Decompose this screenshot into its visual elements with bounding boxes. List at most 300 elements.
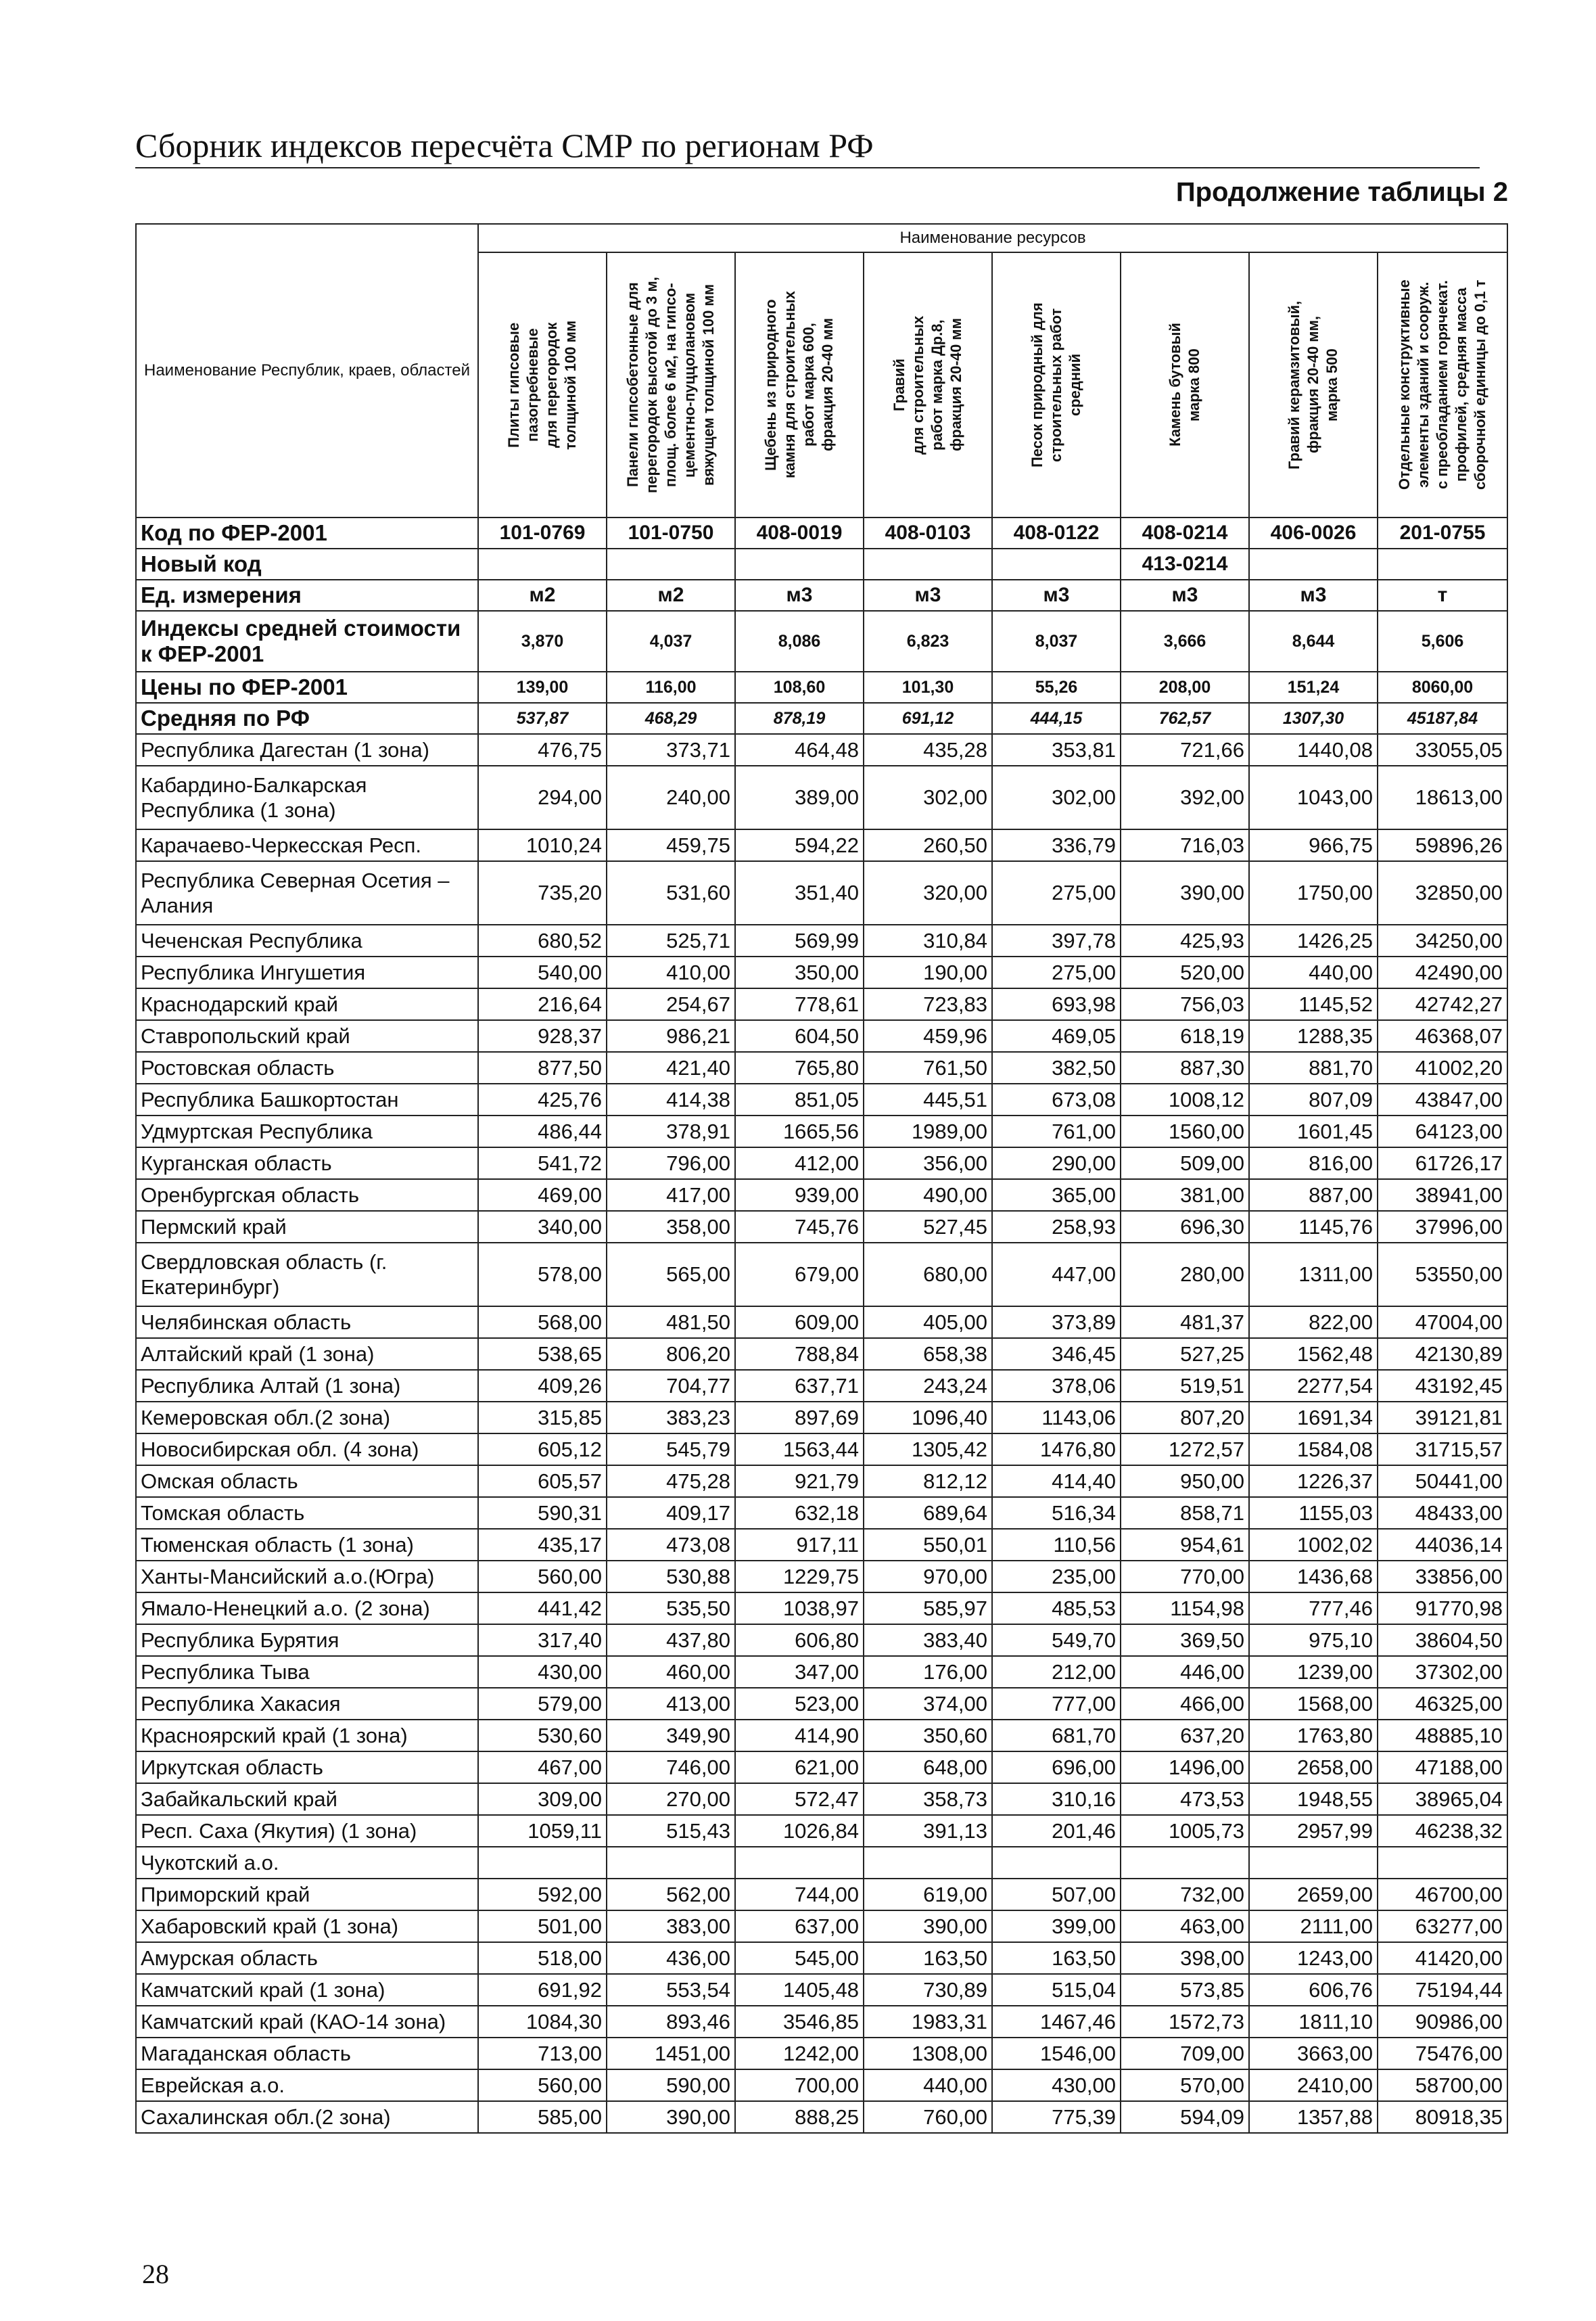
table-cell: 858,71	[1121, 1497, 1249, 1529]
table-cell: 346,45	[992, 1338, 1121, 1370]
table-cell: 1572,73	[1121, 2006, 1249, 2038]
table-cell: м3	[1249, 580, 1378, 611]
table-cell: 778,61	[735, 988, 864, 1020]
table-row	[136, 829, 1507, 861]
table-cell: 585,00	[478, 2101, 607, 2133]
table-cell: 541,72	[478, 1147, 607, 1179]
table-cell: 723,83	[864, 988, 992, 1020]
region-name: Республика Тыва	[136, 1656, 478, 1688]
table-cell: 3546,85	[735, 2006, 864, 2038]
table-cell: 560,00	[478, 1561, 607, 1592]
table-cell: 46238,32	[1378, 1815, 1507, 1847]
table-cell: 605,57	[478, 1465, 607, 1497]
table-cell: 928,37	[478, 1020, 607, 1052]
table-cell: 437,80	[607, 1624, 735, 1656]
table-cell: 31715,57	[1378, 1433, 1507, 1465]
table-cell: 275,00	[992, 861, 1121, 925]
table-row	[136, 1847, 1507, 1879]
table-cell: 309,00	[478, 1783, 607, 1815]
table-cell: 8,037	[992, 611, 1121, 672]
table-cell: 101-0750	[607, 518, 735, 549]
table-cell: 382,50	[992, 1052, 1121, 1084]
region-name: Еврейская а.о.	[136, 2069, 478, 2101]
table-cell: 1272,57	[1121, 1433, 1249, 1465]
table-cell: 460,00	[607, 1656, 735, 1688]
table-cell: 216,64	[478, 988, 607, 1020]
table-cell: 53550,00	[1378, 1243, 1507, 1306]
table-cell: 4,037	[607, 611, 735, 672]
table-cell: 887,30	[1121, 1052, 1249, 1084]
table-cell: 1476,80	[992, 1433, 1121, 1465]
table-cell: 516,34	[992, 1497, 1121, 1529]
table-cell: 1026,84	[735, 1815, 864, 1847]
table-cell: 336,79	[992, 829, 1121, 861]
table-row	[136, 1910, 1507, 1942]
table-cell: 430,00	[992, 2069, 1121, 2101]
table-row	[136, 1084, 1507, 1116]
table-cell: 540,00	[478, 957, 607, 988]
table-cell: 90986,00	[1378, 2006, 1507, 2038]
table-cell: 485,53	[992, 1592, 1121, 1624]
table-cell: 1467,46	[992, 2006, 1121, 2038]
table-cell: 1750,00	[1249, 861, 1378, 925]
table-row	[136, 1402, 1507, 1433]
table-cell: 1084,30	[478, 2006, 607, 2038]
table-cell: 1665,56	[735, 1116, 864, 1147]
table-cell: 110,56	[992, 1529, 1121, 1561]
table-cell: 310,16	[992, 1783, 1121, 1815]
region-column-header: Наименование Республик, краев, областей	[136, 224, 478, 518]
table-cell: 6,823	[864, 611, 992, 672]
table-cell: 658,38	[864, 1338, 992, 1370]
table-row	[136, 734, 1507, 766]
table-cell: 816,00	[1249, 1147, 1378, 1179]
table-row	[136, 1497, 1507, 1529]
table-row	[136, 1783, 1507, 1815]
table-cell: 80918,35	[1378, 2101, 1507, 2133]
table-cell: 473,53	[1121, 1783, 1249, 1815]
fer-price-row	[136, 672, 1507, 703]
table-cell: 775,39	[992, 2101, 1121, 2133]
table-row	[136, 1338, 1507, 1370]
unit-row	[136, 580, 1507, 611]
table-cell: 317,40	[478, 1624, 607, 1656]
table-cell: 570,00	[1121, 2069, 1249, 2101]
table-cell: 693,98	[992, 988, 1121, 1020]
table-cell: 807,20	[1121, 1402, 1249, 1433]
table-cell: 765,80	[735, 1052, 864, 1084]
table-cell: 163,50	[864, 1942, 992, 1974]
table-cell	[607, 1847, 735, 1879]
table-cell: 530,88	[607, 1561, 735, 1592]
table-cell: 632,18	[735, 1497, 864, 1529]
table-cell: 358,73	[864, 1783, 992, 1815]
table-cell: 163,50	[992, 1942, 1121, 1974]
table-cell: 441,42	[478, 1592, 607, 1624]
region-name: Свердловская область (г. Екатеринбург)	[136, 1243, 478, 1306]
table-cell: 619,00	[864, 1879, 992, 1910]
resource-column-header	[1249, 252, 1378, 518]
table-cell: 507,00	[992, 1879, 1121, 1910]
table-cell	[864, 549, 992, 580]
table-cell: 50441,00	[1378, 1465, 1507, 1497]
table-cell: 409,17	[607, 1497, 735, 1529]
table-cell: 762,57	[1121, 703, 1249, 734]
table-cell: 467,00	[478, 1751, 607, 1783]
region-name: Ростовская область	[136, 1052, 478, 1084]
table-cell: 320,00	[864, 861, 992, 925]
table-row	[136, 2101, 1507, 2133]
table-cell	[1121, 1847, 1249, 1879]
table-cell: 673,08	[992, 1084, 1121, 1116]
table-cell: 770,00	[1121, 1561, 1249, 1592]
table-cell: 374,00	[864, 1688, 992, 1720]
region-name: Тюменская область (1 зона)	[136, 1529, 478, 1561]
table-cell: 812,12	[864, 1465, 992, 1497]
table-cell: 440,00	[1249, 957, 1378, 988]
table-cell: 47004,00	[1378, 1306, 1507, 1338]
region-name: Хабаровский край (1 зона)	[136, 1910, 478, 1942]
table-cell: 550,01	[864, 1529, 992, 1561]
table-cell	[607, 549, 735, 580]
table-cell: 383,40	[864, 1624, 992, 1656]
table-cell: 55,26	[992, 672, 1121, 703]
resource-column-label: Щебень из природного камня для строительных работ марка 600, фракция 20-40 мм	[762, 291, 836, 479]
row-label: Цены по ФЕР-2001	[136, 672, 478, 703]
table-cell: 41002,20	[1378, 1052, 1507, 1084]
table-cell: 721,66	[1121, 734, 1249, 766]
table-cell: 408-0122	[992, 518, 1121, 549]
table-cell: 1763,80	[1249, 1720, 1378, 1751]
table-cell: 744,00	[735, 1879, 864, 1910]
table-cell: 696,30	[1121, 1211, 1249, 1243]
table-row	[136, 1561, 1507, 1592]
table-cell: 116,00	[607, 672, 735, 703]
table-cell: 383,00	[607, 1910, 735, 1942]
region-name: Ставропольский край	[136, 1020, 478, 1052]
resource-column-label: Панели гипсобетонные для перегородок высотой до 3 м, площ. более 6 м2, на гипсо- цементно-пуццолановом вяжущем толщиной 100 мм	[624, 277, 717, 493]
table-cell: 2277,54	[1249, 1370, 1378, 1402]
resource-column-label: Гравий керамзитовый, фракция 20-40 мм, марка 500	[1286, 300, 1340, 469]
region-name: Удмуртская Республика	[136, 1116, 478, 1147]
table-cell: 1451,00	[607, 2038, 735, 2069]
resource-column-header	[992, 252, 1121, 518]
table-cell: 353,81	[992, 734, 1121, 766]
table-cell: 139,00	[478, 672, 607, 703]
table-cell: 572,47	[735, 1783, 864, 1815]
table-cell: 735,20	[478, 861, 607, 925]
table-row	[136, 1942, 1507, 1974]
table-cell: 350,60	[864, 1720, 992, 1751]
table-row	[136, 1211, 1507, 1243]
region-name: Камчатский край (КАО-14 зона)	[136, 2006, 478, 2038]
table-cell: 578,00	[478, 1243, 607, 1306]
table-cell: 1059,11	[478, 1815, 607, 1847]
table-cell: 716,03	[1121, 829, 1249, 861]
table-row	[136, 2006, 1507, 2038]
table-row	[136, 1879, 1507, 1910]
table-cell	[735, 1847, 864, 1879]
table-row	[136, 2038, 1507, 2069]
table-cell: 1563,44	[735, 1433, 864, 1465]
table-cell: 356,00	[864, 1147, 992, 1179]
table-cell: 1562,48	[1249, 1338, 1378, 1370]
table-cell: м2	[607, 580, 735, 611]
region-name: Амурская область	[136, 1942, 478, 1974]
table-cell: 523,00	[735, 1688, 864, 1720]
table-cell: 573,85	[1121, 1974, 1249, 2006]
table-row	[136, 766, 1507, 829]
table-cell: 921,79	[735, 1465, 864, 1497]
table-cell: 5,606	[1378, 611, 1507, 672]
table-cell: 46325,00	[1378, 1688, 1507, 1720]
table-cell: 351,40	[735, 861, 864, 925]
table-cell: 1440,08	[1249, 734, 1378, 766]
table-cell: 490,00	[864, 1179, 992, 1211]
table-row	[136, 1052, 1507, 1084]
table-cell: 365,00	[992, 1179, 1121, 1211]
table-cell: 408-0019	[735, 518, 864, 549]
region-name: Иркутская область	[136, 1751, 478, 1783]
table-cell: 1154,98	[1121, 1592, 1249, 1624]
new-code-row	[136, 549, 1507, 580]
table-cell: 553,54	[607, 1974, 735, 2006]
table-cell: 970,00	[864, 1561, 992, 1592]
region-name: Магаданская область	[136, 2038, 478, 2069]
table-cell: 537,87	[478, 703, 607, 734]
table-cell: 33856,00	[1378, 1561, 1507, 1592]
table-cell: 681,70	[992, 1720, 1121, 1751]
table-cell: 756,03	[1121, 988, 1249, 1020]
table-cell: 101,30	[864, 672, 992, 703]
table-cell: 33055,05	[1378, 734, 1507, 766]
table-cell: 509,00	[1121, 1147, 1249, 1179]
table-cell: 447,00	[992, 1243, 1121, 1306]
table-cell: 358,00	[607, 1211, 735, 1243]
resource-column-header	[1378, 252, 1507, 518]
table-cell: 3,666	[1121, 611, 1249, 672]
table-cell: 38604,50	[1378, 1624, 1507, 1656]
table-cell: 410,00	[607, 957, 735, 988]
table-cell: 445,51	[864, 1084, 992, 1116]
table-cell: 888,25	[735, 2101, 864, 2133]
table-cell: 579,00	[478, 1688, 607, 1720]
table-cell: 315,85	[478, 1402, 607, 1433]
region-name: Омская область	[136, 1465, 478, 1497]
table-cell: 954,61	[1121, 1529, 1249, 1561]
table-cell: 1811,10	[1249, 2006, 1378, 2038]
table-cell: 530,60	[478, 1720, 607, 1751]
table-cell: 481,50	[607, 1306, 735, 1338]
resource-column-label: Песок природный для строительных работ средний	[1029, 302, 1083, 467]
table-cell: 405,00	[864, 1306, 992, 1338]
table-cell: 538,65	[478, 1338, 607, 1370]
table-cell: 1288,35	[1249, 1020, 1378, 1052]
resource-column-header	[478, 252, 607, 518]
table-cell: 406-0026	[1249, 518, 1378, 549]
table-cell: 1229,75	[735, 1561, 864, 1592]
table-row	[136, 1465, 1507, 1497]
table-cell: 689,64	[864, 1497, 992, 1529]
table-cell: 637,00	[735, 1910, 864, 1942]
table-row	[136, 1147, 1507, 1179]
table-cell: 42130,89	[1378, 1338, 1507, 1370]
table-cell: 32850,00	[1378, 861, 1507, 925]
table-cell: 637,20	[1121, 1720, 1249, 1751]
table-cell: 349,90	[607, 1720, 735, 1751]
table-cell: 258,93	[992, 1211, 1121, 1243]
table-cell: 459,75	[607, 829, 735, 861]
table-cell: 3,870	[478, 611, 607, 672]
table-cell: 440,00	[864, 2069, 992, 2101]
table-cell: 713,00	[478, 2038, 607, 2069]
table-cell: 486,44	[478, 1116, 607, 1147]
table-row	[136, 861, 1507, 925]
table-cell: 390,00	[607, 2101, 735, 2133]
table-cell: 709,00	[1121, 2038, 1249, 2069]
table-cell: 390,00	[1121, 861, 1249, 925]
table-cell: 43192,45	[1378, 1370, 1507, 1402]
table-cell: 63277,00	[1378, 1910, 1507, 1942]
table-cell: 190,00	[864, 957, 992, 988]
table-cell: 822,00	[1249, 1306, 1378, 1338]
table-cell: 101-0769	[478, 518, 607, 549]
table-cell: 893,46	[607, 2006, 735, 2038]
table-cell: 2410,00	[1249, 2069, 1378, 2101]
price-index-table	[135, 223, 1508, 2134]
table-cell: 201-0755	[1378, 518, 1507, 549]
table-cell: 1426,25	[1249, 925, 1378, 957]
table-cell: 37996,00	[1378, 1211, 1507, 1243]
table-cell: 61726,17	[1378, 1147, 1507, 1179]
table-cell: 1002,02	[1249, 1529, 1378, 1561]
region-name: Республика Алтай (1 зона)	[136, 1370, 478, 1402]
table-row	[136, 1243, 1507, 1306]
table-cell: 430,00	[478, 1656, 607, 1688]
table-row	[136, 1370, 1507, 1402]
table-cell: 260,50	[864, 829, 992, 861]
table-cell: 592,00	[478, 1879, 607, 1910]
table-cell: 1601,45	[1249, 1116, 1378, 1147]
table-cell: 414,38	[607, 1084, 735, 1116]
table-cell	[478, 549, 607, 580]
row-label: Новый код	[136, 549, 478, 580]
table-cell: 877,50	[478, 1052, 607, 1084]
table-cell: 1405,48	[735, 1974, 864, 2006]
table-cell: 1145,76	[1249, 1211, 1378, 1243]
table-cell: 444,15	[992, 703, 1121, 734]
table-cell: 481,37	[1121, 1306, 1249, 1338]
table-cell: 606,80	[735, 1624, 864, 1656]
region-name: Сахалинская обл.(2 зона)	[136, 2101, 478, 2133]
table-cell: 1496,00	[1121, 1751, 1249, 1783]
region-name: Красноярский край (1 зона)	[136, 1720, 478, 1751]
table-cell: 270,00	[607, 1783, 735, 1815]
russia-average-row	[136, 703, 1507, 734]
table-row	[136, 1179, 1507, 1211]
table-cell: 446,00	[1121, 1656, 1249, 1688]
table-cell: 696,00	[992, 1751, 1121, 1783]
row-label: Индексы средней стоимости к ФЕР-2001	[136, 611, 478, 672]
table-cell: 383,23	[607, 1402, 735, 1433]
table-cell: 2658,00	[1249, 1751, 1378, 1783]
table-cell: 605,12	[478, 1433, 607, 1465]
table-cell: 606,76	[1249, 1974, 1378, 2006]
table-cell: 463,00	[1121, 1910, 1249, 1942]
table-cell: 1983,31	[864, 2006, 992, 2038]
region-name: Республика Хакасия	[136, 1688, 478, 1720]
table-cell: 746,00	[607, 1751, 735, 1783]
table-cell: 515,43	[607, 1815, 735, 1847]
table-cell: 378,91	[607, 1116, 735, 1147]
table-cell	[1378, 549, 1507, 580]
region-name: Республика Башкортостан	[136, 1084, 478, 1116]
table-cell: 897,69	[735, 1402, 864, 1433]
table-cell: 243,24	[864, 1370, 992, 1402]
resource-column-header	[864, 252, 992, 518]
region-name: Республика Бурятия	[136, 1624, 478, 1656]
table-cell: 2111,00	[1249, 1910, 1378, 1942]
table-cell	[735, 549, 864, 580]
region-name: Пермский край	[136, 1211, 478, 1243]
table-cell	[864, 1847, 992, 1879]
table-cell: 46700,00	[1378, 1879, 1507, 1910]
table-cell: 565,00	[607, 1243, 735, 1306]
table-cell: 648,00	[864, 1751, 992, 1783]
table-cell: 1242,00	[735, 2038, 864, 2069]
region-name: Чеченская Республика	[136, 925, 478, 957]
row-label: Средняя по РФ	[136, 703, 478, 734]
table-cell: 378,06	[992, 1370, 1121, 1402]
table-cell: 501,00	[478, 1910, 607, 1942]
table-cell: 413,00	[607, 1688, 735, 1720]
table-cell: 881,70	[1249, 1052, 1378, 1084]
table-cell: 48433,00	[1378, 1497, 1507, 1529]
table-cell: 609,00	[735, 1306, 864, 1338]
table-cell: 42490,00	[1378, 957, 1507, 988]
table-row	[136, 957, 1507, 988]
region-name: Республика Ингушетия	[136, 957, 478, 988]
table-cell: 389,00	[735, 766, 864, 829]
table-cell: 1038,97	[735, 1592, 864, 1624]
table-cell: 425,76	[478, 1084, 607, 1116]
table-cell: 8,086	[735, 611, 864, 672]
table-cell: 569,99	[735, 925, 864, 957]
table-cell: 525,71	[607, 925, 735, 957]
table-cell: 58700,00	[1378, 2069, 1507, 2101]
resources-title: Наименование ресурсов	[478, 224, 1507, 252]
table-cell: 347,00	[735, 1656, 864, 1688]
table-cell: 788,84	[735, 1338, 864, 1370]
table-cell: м2	[478, 580, 607, 611]
table-cell: 44036,14	[1378, 1529, 1507, 1561]
region-name: Ханты-Мансийский а.о.(Югра)	[136, 1561, 478, 1592]
table-cell: 373,71	[607, 734, 735, 766]
table-cell: 91770,98	[1378, 1592, 1507, 1624]
table-cell: 1560,00	[1121, 1116, 1249, 1147]
table-cell: 851,05	[735, 1084, 864, 1116]
table-cell: м3	[992, 580, 1121, 611]
table-cell: 373,89	[992, 1306, 1121, 1338]
table-cell: 414,90	[735, 1720, 864, 1751]
table-cell: 549,70	[992, 1624, 1121, 1656]
region-name: Кемеровская обл.(2 зона)	[136, 1402, 478, 1433]
table-cell: 350,00	[735, 957, 864, 988]
table-cell	[1249, 549, 1378, 580]
table-cell: 201,46	[992, 1815, 1121, 1847]
row-label: Код по ФЕР-2001	[136, 518, 478, 549]
table-cell: 369,50	[1121, 1624, 1249, 1656]
